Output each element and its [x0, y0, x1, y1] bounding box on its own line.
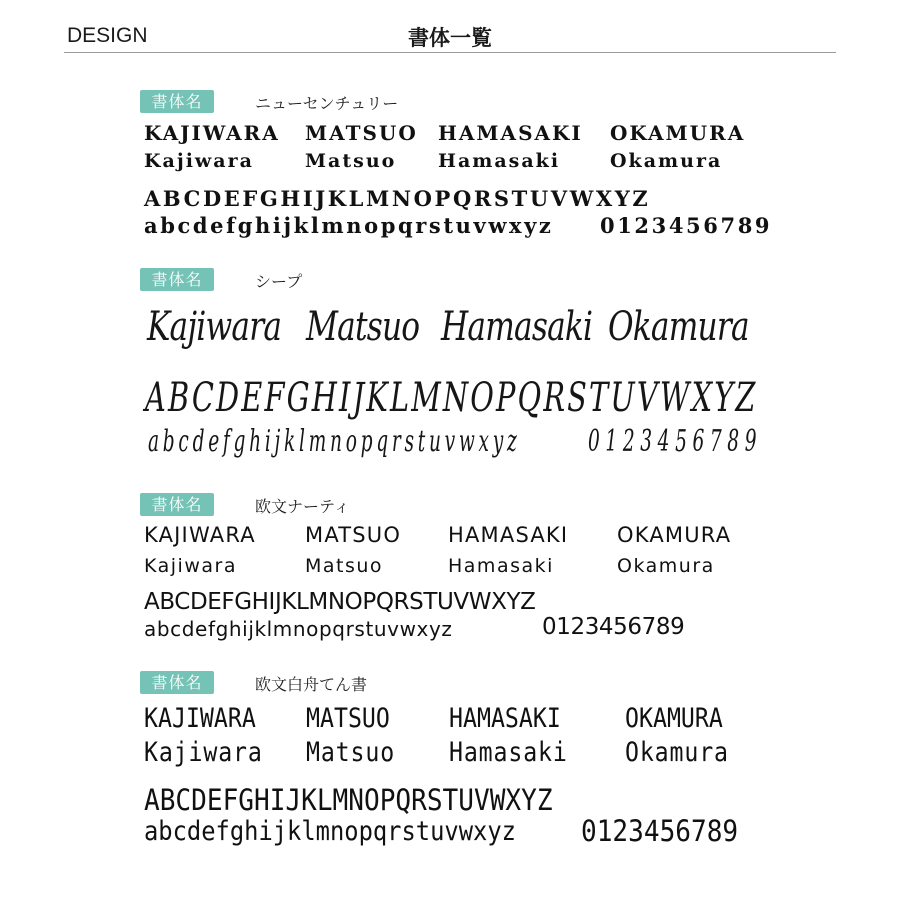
header-divider — [64, 52, 836, 53]
sample-name-mixed: Kajiwara — [144, 555, 237, 577]
sample-name-upper: OKAMURA — [625, 703, 723, 734]
sample-name-mixed: Kajiwara — [144, 737, 263, 768]
sample-name-mixed: Okamura — [625, 737, 729, 768]
design-label: DESIGN — [67, 24, 148, 47]
sample-name-upper: KAJIWARA — [144, 703, 256, 734]
sample-name-mixed: Hamasaki — [438, 150, 561, 172]
digits: 0123456789 — [600, 213, 773, 238]
sample-name-upper: OKAMURA — [610, 121, 746, 145]
alphabet-upper: ABCDEFGHIJKLMNOPQRSTUVWXYZ — [144, 783, 553, 817]
sample-name-upper: MATSUO — [305, 121, 418, 145]
sample-name-mixed: Okamura — [608, 304, 749, 350]
sample-name-mixed: Matsuo — [306, 304, 420, 350]
alphabet-upper: ABCDEFGHIJKLMNOPQRSTUVWXYZ — [144, 589, 536, 615]
font-name-badge: 書体名 — [140, 493, 214, 516]
font-name: ニューセンチュリー — [255, 94, 399, 113]
sample-name-mixed: Okamura — [617, 555, 715, 577]
digits: 0123456789 — [588, 424, 763, 459]
sample-name-upper: HAMASAKI — [448, 523, 569, 547]
alphabet-lower: abcdefghijklmnopqrstuvwxyz — [144, 617, 453, 641]
sample-name-upper: MATSUO — [306, 703, 390, 734]
sample-name-mixed: Hamasaki — [448, 555, 554, 577]
font-name: シープ — [255, 272, 303, 291]
sample-name-upper: HAMASAKI — [438, 121, 583, 145]
sample-name-mixed: Kajiwara — [144, 150, 254, 172]
page-title: 書体一覧 — [408, 26, 492, 50]
font-name-badge: 書体名 — [140, 268, 214, 291]
sample-name-mixed: Matsuo — [305, 150, 397, 172]
digits: 0123456789 — [542, 614, 685, 640]
sample-name-upper: OKAMURA — [617, 523, 732, 547]
sample-name-mixed: Hamasaki — [441, 304, 593, 350]
sample-name-mixed: Matsuo — [306, 737, 396, 768]
font-name: 欧文白舟てん書 — [255, 675, 368, 694]
font-name-badge: 書体名 — [140, 671, 214, 694]
sample-name-mixed: Okamura — [610, 150, 723, 172]
alphabet-upper: ABCDEFGHIJKLMNOPQRSTUVWXYZ — [144, 186, 651, 211]
alphabet-lower: abcdefghijklmnopqrstuvwxyz — [144, 816, 516, 847]
sample-name-upper: MATSUO — [305, 523, 402, 547]
alphabet-upper: ABCDEFGHIJKLMNOPQRSTUVWXYZ — [145, 375, 758, 421]
sample-name-upper: HAMASAKI — [449, 703, 561, 734]
sample-name-mixed: Matsuo — [305, 555, 384, 577]
alphabet-lower: abcdefghijklmnopqrstuvwxyz — [144, 213, 554, 238]
font-name-badge: 書体名 — [140, 90, 214, 113]
sample-name-mixed: Kajiwara — [147, 304, 282, 350]
digits: 0123456789 — [581, 814, 739, 848]
sample-name-mixed: Hamasaki — [449, 737, 568, 768]
sample-name-upper: KAJIWARA — [144, 121, 280, 145]
alphabet-lower: abcdefghijklmnopqrstuvwxyz — [148, 424, 521, 459]
sample-name-upper: KAJIWARA — [144, 523, 256, 547]
font-name: 欧文ナーティ — [255, 497, 350, 516]
